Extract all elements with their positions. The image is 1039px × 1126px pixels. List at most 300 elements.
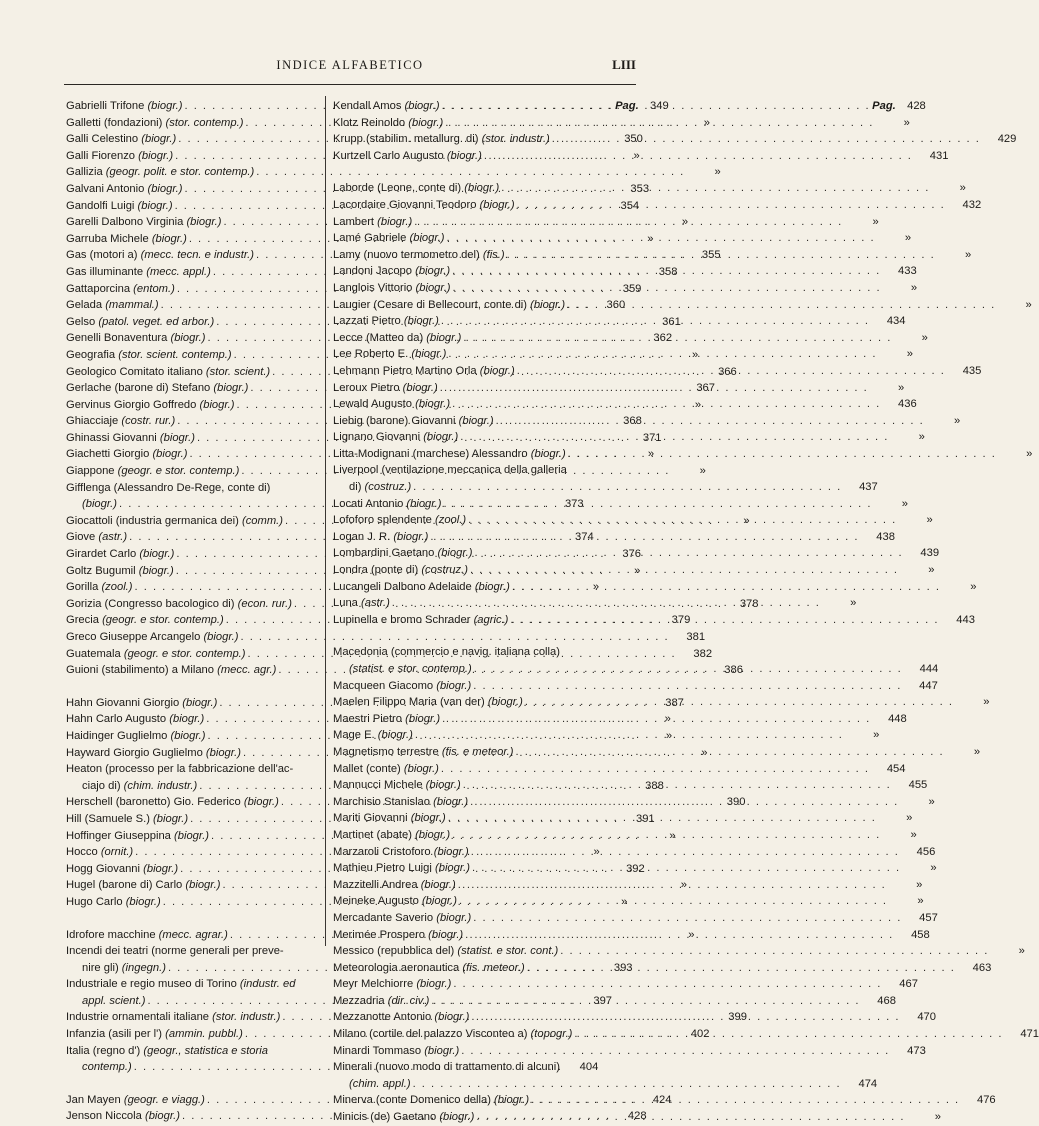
- entry-title: Gelada (mammal.): [66, 299, 159, 312]
- dot-leader: [447, 230, 876, 247]
- dot-leader: [474, 661, 903, 678]
- entry-subject-tag: (geogr. e stor. contemp.): [102, 614, 224, 627]
- entry-title: Geologico Comitato italiano (stor. scient.): [66, 365, 271, 378]
- dot-leader: [516, 744, 945, 761]
- entry-title: Heaton (processo per la fabbricazione dell'ac-: [66, 763, 294, 776]
- entry-page: 392: [626, 862, 645, 875]
- entry-subject-tag: (geogr., statistica e storia: [143, 1044, 268, 1057]
- entry-subject-tag: (costruz.): [421, 564, 468, 577]
- entry-page: 448: [888, 712, 907, 725]
- entry-subject-tag: (fis. meteor.): [462, 961, 525, 974]
- entry-subject-tag: (dir. civ.): [387, 994, 430, 1007]
- entry-page: 374: [575, 531, 594, 544]
- entry-page: »: [926, 514, 933, 527]
- entry-title: Laugier (Cesare di Bellecourt, conte di) (biogr.): [333, 298, 566, 311]
- entry-page: »: [983, 696, 990, 709]
- index-entry: [333, 562, 935, 579]
- index-entry: [333, 993, 896, 1010]
- index-entry: [333, 1059, 603, 1076]
- entry-page: 404: [579, 1061, 599, 1074]
- entry-title: [349, 1076, 411, 1093]
- entry-title: Girardet Carlo (biogr.): [66, 548, 175, 561]
- entry-page: 439: [920, 547, 940, 560]
- entry-page: 379: [671, 614, 691, 627]
- index-entry: [333, 148, 949, 165]
- entry-subject-tag: (stor. industr.): [212, 1011, 281, 1024]
- entry-title: Kurtzell Carlo Augusto (biogr.): [333, 149, 482, 162]
- entry-page: »: [1026, 447, 1033, 460]
- entry-page: »: [928, 795, 935, 808]
- dot-leader: [507, 247, 936, 264]
- entry-title: [349, 661, 472, 678]
- dot-leader: [430, 529, 859, 546]
- entry-page: 435: [962, 364, 982, 377]
- entry-page: »: [917, 895, 924, 908]
- entry-page: »: [930, 862, 937, 875]
- entry-title: Gerlache (barone di) Stefano (biogr.): [66, 382, 249, 395]
- index-entry: [333, 644, 603, 661]
- entry-subject-tag: (biogr.): [82, 498, 118, 511]
- entry-subject-tag: (biogr.): [424, 1044, 460, 1057]
- entry-page: »: [954, 414, 961, 427]
- entry-title: Lamy (nuovo termometro del) (fis.): [333, 248, 505, 261]
- entry-page: 463: [972, 961, 992, 974]
- index-entry: [333, 1076, 878, 1093]
- entry-subject-tag: (biogr.): [408, 116, 444, 129]
- dot-leader: [442, 98, 871, 115]
- entry-page: »: [647, 448, 655, 461]
- dot-leader: [453, 280, 882, 297]
- entry-page: »: [904, 232, 912, 245]
- dot-leader: [458, 877, 887, 894]
- entry-subject-tag: (entom.): [133, 282, 175, 295]
- entry-title: Mannucci Michele (biogr.): [333, 779, 461, 792]
- dot-leader: [484, 148, 913, 165]
- dot-leader: [475, 545, 904, 562]
- entry-page: 386: [724, 664, 743, 677]
- dot-leader: [527, 960, 956, 977]
- letter-group-gap: [333, 628, 603, 644]
- index-entry: [333, 761, 906, 778]
- dot-leader: [465, 927, 894, 944]
- entry-subject-tag: (biogr.): [182, 696, 218, 709]
- entry-title: Liebig (barone) Giovanni (biogr.): [333, 414, 494, 427]
- dot-leader: [525, 694, 954, 711]
- entry-title: Hogg Giovanni (biogr.): [66, 862, 179, 875]
- entry-page: »: [910, 281, 918, 294]
- entry-subject-tag: (mecc. appl.): [146, 265, 211, 278]
- dot-leader: [512, 579, 941, 596]
- dot-leader: [414, 214, 843, 231]
- entry-subject-tag: (biogr.): [434, 1011, 470, 1024]
- entry-subject-tag: (biogr.): [393, 530, 429, 543]
- dot-leader: [473, 910, 902, 927]
- entry-title: Mathieu Pietro Luigi (biogr.): [333, 862, 471, 875]
- entry-page: 436: [898, 398, 917, 411]
- entry-title: Hahn Carlo Augusto (biogr.): [66, 713, 205, 726]
- entry-title: Litta-Modignani (marchese) Alessandro (biogr.): [333, 447, 566, 460]
- entry-title: [82, 496, 117, 513]
- entry-page: »: [691, 348, 699, 361]
- entry-subject-tag: (biogr.): [403, 762, 439, 775]
- entry-page: 361: [662, 315, 681, 328]
- entry-page: 424: [652, 1093, 672, 1106]
- index-entry: [333, 512, 933, 529]
- entry-title: Lazzati Pietro (biogr.): [333, 315, 439, 328]
- entry-title: Londra (ponte di) (costruz.): [333, 564, 468, 577]
- entry-subject-tag: (biogr.): [186, 216, 222, 229]
- entry-subject-tag: (biogr.): [406, 497, 442, 510]
- dot-leader: [460, 429, 889, 446]
- entry-title: Mariti Giovanni (biogr.): [333, 812, 446, 825]
- dot-leader: [441, 761, 870, 778]
- dot-leader: [517, 197, 946, 214]
- entry-page: »: [934, 1111, 941, 1124]
- dot-leader: [448, 346, 877, 363]
- index-entry: [333, 496, 909, 513]
- entry-title: Gorizia (Congresso bacologico di) (econ. rur.): [66, 597, 292, 610]
- dot-leader: [452, 263, 881, 280]
- dot-leader: [443, 496, 872, 513]
- entry-title: Hoffinger Giuseppina (biogr.): [66, 829, 210, 842]
- entry-title: Mercadante Saverio (biogr.): [333, 911, 472, 924]
- dot-leader: [574, 1026, 1003, 1043]
- entry-page: »: [906, 812, 913, 825]
- dot-leader: [567, 297, 996, 314]
- entry-page: 350: [624, 133, 643, 146]
- entry-page: 447: [919, 679, 938, 692]
- entry-subject-tag: (biogr.): [439, 1111, 475, 1124]
- entry-page: »: [680, 879, 688, 892]
- entry-page: »: [633, 149, 640, 162]
- entry-title: Industriale e regio museo di Torino (industr. ed: [66, 978, 296, 991]
- entry-subject-tag: (biogr.): [436, 679, 472, 692]
- entry-page: »: [901, 497, 909, 510]
- dot-leader: [510, 612, 939, 629]
- entry-title: Lamé Gabriele (biogr.): [333, 232, 445, 245]
- index-entry: [333, 346, 913, 363]
- entry-page: 431: [929, 149, 949, 162]
- entry-page: 470: [917, 1011, 936, 1024]
- entry-subject-tag: (geogr. e viagg.): [123, 1093, 205, 1106]
- entry-title: Martinet (abate) (biogr.): [333, 828, 451, 841]
- entry-title: di) (costruz.): [349, 481, 412, 494]
- entry-title: Guatemala (geogr. e stor. contemp.): [66, 647, 246, 660]
- entry-title: Marchisio Stanislao (biogr.): [333, 795, 469, 808]
- entry-subject-tag: (biogr.): [494, 1094, 530, 1107]
- entry-title: Lambert (biogr.): [333, 215, 413, 228]
- entry-subject-tag: (patol. veget. ed arbor.): [98, 315, 215, 328]
- entry-title: Mezzanotte Antonio (biogr.): [333, 1011, 470, 1024]
- entry-title: Minardi Tommaso (biogr.): [333, 1044, 460, 1057]
- entry-subject-tag: (stor. contemp.): [165, 116, 244, 129]
- page-label: Pag.: [615, 100, 639, 112]
- entry-page: »: [898, 381, 905, 394]
- entry-page: »: [699, 465, 706, 478]
- dot-leader: [452, 396, 881, 413]
- entry-subject-tag: (ornit.): [100, 846, 134, 859]
- letter-group-gap: [66, 911, 336, 927]
- dot-leader: [463, 330, 892, 347]
- entry-page: »: [873, 729, 880, 742]
- entry-subject-tag: (ingegn.): [121, 961, 166, 974]
- dot-leader: [471, 1009, 900, 1026]
- entry-title: Garelli Dalbono Virginia (biogr.): [66, 216, 222, 229]
- entry-subject-tag: (biogr.): [404, 100, 440, 112]
- entry-subject-tag: (biogr.): [403, 315, 439, 328]
- entry-subject-tag: (biogr.): [137, 199, 173, 212]
- entry-page: 433: [898, 265, 917, 278]
- entry-page: 378: [739, 597, 759, 610]
- entry-title: Lecce (Matteo da) (biogr.): [333, 331, 462, 344]
- entry-page: »: [959, 182, 966, 195]
- entry-subject-tag: (geogr. e stor. contemp.): [117, 465, 240, 478]
- entry-title: Gas (motori a) (mecc. tecn. e industr.): [66, 249, 254, 262]
- dot-leader: [470, 794, 899, 811]
- entry-subject-tag: (stor. scient.): [205, 365, 271, 378]
- index-entry: [333, 230, 912, 247]
- dot-leader: [552, 131, 981, 148]
- entry-title: Giove (astr.): [66, 531, 128, 544]
- entry-subject-tag: (biogr.): [487, 696, 523, 709]
- entry-page: 362: [653, 332, 673, 345]
- entry-title: Hahn Giovanni Giorgio (biogr.): [66, 696, 218, 709]
- dot-leader: [459, 893, 888, 910]
- entry-page: »: [701, 746, 708, 759]
- entry-page: 402: [690, 1028, 710, 1041]
- entry-page: 429: [997, 133, 1017, 146]
- entry-page: 382: [693, 647, 713, 660]
- entry-page: 458: [911, 928, 930, 941]
- entry-title: Mallet (conte) (biogr.): [333, 762, 439, 775]
- dot-leader: [468, 512, 897, 529]
- entry-subject-tag: (biogr.): [433, 795, 469, 808]
- entry-subject-tag: (zool.): [435, 514, 467, 527]
- entry-subject-tag: (agric.): [473, 613, 509, 626]
- entry-title: Mezzadria (dir. civ.): [333, 994, 430, 1007]
- entry-subject-tag: (biogr.): [410, 812, 446, 825]
- entry-title: Gelso (patol. veget. ed arbor.): [66, 315, 215, 328]
- entry-subject-tag: (biogr.): [402, 381, 438, 394]
- index-entry: [333, 115, 910, 132]
- index-entry: [333, 727, 880, 744]
- entry-title: Gifflenga (Alessandro De-Rege, conte di): [66, 481, 271, 494]
- dot-leader: [560, 943, 989, 960]
- entry-title: Lucangeli Dalbono Adelaide (biogr.): [333, 580, 510, 593]
- entry-page: 376: [622, 548, 641, 561]
- entry-title: Lupinella e bromo Schrader (agric.): [333, 613, 509, 626]
- running-title: INDICE ALFABETICO: [276, 58, 424, 72]
- entry-subject-tag: (astr.): [361, 597, 390, 610]
- entry-title: Ghinassi Giovanni (biogr.): [66, 431, 195, 444]
- entry-subject-tag: (statist. e stor. cont.): [457, 945, 559, 958]
- entry-title: Galli Celestino (biogr.): [66, 133, 177, 146]
- entry-subject-tag: (biogr.): [420, 878, 456, 891]
- entry-title: Maelen Filippo Maria (van der) (biogr.): [333, 696, 523, 709]
- entry-title: Galletti (fondazioni) (stor. contemp.): [66, 116, 244, 129]
- dot-leader: [392, 595, 821, 612]
- dot-leader: [413, 1076, 842, 1093]
- index-entry: [333, 893, 924, 910]
- entry-title: Italia (regno d') (geogr., statistica e storia: [66, 1044, 268, 1057]
- entry-title: Lacordaire Giovanni Teodoro (biogr.): [333, 198, 515, 211]
- entry-title: Galvani Antonio (biogr.): [66, 182, 183, 195]
- entry-page: »: [703, 116, 710, 129]
- entry-subject-tag: (biogr.): [147, 100, 183, 112]
- entry-title: Giappone (geogr. e stor. contemp.): [66, 465, 240, 478]
- entry-page: »: [970, 580, 977, 593]
- entry-subject-tag: (mecc. agr.): [217, 664, 277, 677]
- entry-subject-tag: (biogr.): [446, 149, 482, 162]
- index-entry: [66, 1043, 336, 1060]
- entry-page: 444: [919, 663, 939, 675]
- index-entry: [333, 529, 895, 546]
- entry-title: Jenson Niccola (biogr.): [66, 1110, 181, 1123]
- entry-title: Grecia (geogr. e stor. contemp.): [66, 614, 224, 627]
- entry-page: 387: [665, 696, 684, 709]
- dot-leader: [431, 993, 860, 1010]
- index-entry: [333, 927, 930, 944]
- letter-group-gap: [333, 164, 603, 180]
- entry-page: »: [906, 348, 913, 361]
- entry-page: 473: [907, 1044, 926, 1057]
- dot-leader: [470, 562, 899, 579]
- page-label: Pag.: [872, 100, 896, 112]
- entry-page: »: [973, 745, 981, 758]
- index-entry: [66, 943, 336, 960]
- entry-title: Industrie ornamentali italiane (stor. industr.): [66, 1011, 281, 1024]
- entry-subject-tag: (biogr.): [411, 348, 447, 361]
- entry-title: Lombardini Gaetano (biogr.): [333, 547, 473, 560]
- entry-title: Leroux Pietro (biogr.): [333, 381, 438, 394]
- entry-page: »: [665, 729, 673, 742]
- entry-subject-tag: (biogr.): [151, 232, 187, 245]
- dot-leader: [442, 711, 871, 728]
- entry-page: »: [916, 878, 923, 891]
- page-header: [64, 54, 636, 76]
- entry-subject-tag: (geogr. e stor. contemp.): [123, 647, 246, 660]
- dot-leader: [531, 1092, 960, 1109]
- entry-page: 355: [701, 249, 721, 262]
- entry-subject-tag: (biogr.): [144, 1110, 181, 1123]
- entry-page: »: [634, 564, 641, 577]
- entry-title: Luna (astr.): [333, 597, 390, 610]
- entry-page: 391: [635, 812, 655, 825]
- entry-title: Hocco (ornit.): [66, 846, 134, 859]
- dot-leader: [496, 413, 925, 430]
- entry-title: Geografia (stor. scient. contemp.): [66, 348, 232, 361]
- entry-subject-tag: (biogr.): [143, 862, 179, 875]
- entry-title: Galli Fiorenzo (biogr.): [66, 149, 174, 162]
- entry-title: Idrofore macchine (mecc. agrar.): [66, 928, 228, 941]
- index-entry: [333, 1043, 926, 1060]
- entry-page: »: [592, 581, 600, 594]
- entry-title: Kendall Amos (biogr.): [333, 100, 440, 112]
- entry-title: Meyr Melchiorre (biogr.): [333, 978, 452, 991]
- dot-leader: [448, 810, 877, 827]
- entry-page: 353: [630, 182, 650, 195]
- dot-leader: [461, 1043, 890, 1060]
- entry-title: Infanzia (asili per l') (ammin. pubbl.): [66, 1028, 243, 1041]
- index-entry: [333, 877, 923, 894]
- entry-subject-tag: (biogr.): [125, 895, 161, 908]
- entry-title: Lehmann Pietro Martino Orla (biogr.): [333, 364, 515, 377]
- entry-subject-tag: (statist. e stor. contemp.): [349, 663, 472, 675]
- entry-page: 428: [627, 1110, 647, 1123]
- entry-page: »: [1018, 945, 1025, 958]
- entry-subject-tag: (biogr.): [421, 895, 457, 908]
- entry-subject-tag: (biogr.): [170, 729, 206, 742]
- entry-subject-tag: (biogr.): [425, 779, 461, 792]
- entry-subject-tag: (biogr.): [377, 729, 413, 742]
- entry-subject-tag: (biogr.): [435, 862, 471, 875]
- entry-page: 358: [658, 265, 678, 278]
- entry-title: Gorilla (zool.): [66, 581, 133, 594]
- dot-leader: [441, 313, 870, 330]
- entry-subject-tag: (biogr.): [530, 298, 566, 311]
- dot-leader: [415, 727, 844, 744]
- entry-page: »: [669, 829, 676, 842]
- index-entry: [66, 761, 336, 778]
- entry-title: nire gli) (ingegn.): [82, 961, 166, 974]
- entry-subject-tag: (biogr.): [205, 746, 241, 759]
- entry-subject-tag: (stor. industr.): [481, 133, 550, 146]
- entry-subject-tag: appl. scient.): [82, 994, 146, 1007]
- entry-page: 443: [956, 613, 975, 626]
- entry-page: 390: [726, 796, 746, 809]
- entry-subject-tag: (biogr.): [141, 133, 177, 146]
- entry-page: 368: [623, 415, 642, 428]
- entry-title: [82, 1059, 132, 1076]
- entry-title: Jan Mayen (geogr. e viagg.): [66, 1093, 205, 1106]
- entry-page: 371: [642, 431, 662, 444]
- entry-page: »: [714, 166, 721, 179]
- dot-leader: [413, 479, 842, 496]
- entry-page: 454: [886, 762, 906, 775]
- entry-page: 457: [919, 911, 938, 924]
- entry-page: »: [621, 895, 628, 908]
- dot-leader: [452, 827, 881, 844]
- index-entry: [333, 579, 977, 596]
- entry-subject-tag: (biogr.): [169, 713, 205, 726]
- dot-leader: [471, 844, 900, 861]
- entry-page: »: [910, 828, 917, 841]
- index-entry: [66, 976, 336, 993]
- dot-leader: [453, 976, 882, 993]
- entry-subject-tag: (biogr.): [437, 547, 473, 560]
- entry-title: Logan J. R. (biogr.): [333, 530, 429, 543]
- entry-subject-tag: (biogr.): [436, 911, 472, 924]
- entry-title: Haidinger Guglielmo (biogr.): [66, 729, 206, 742]
- entry-page: »: [1025, 298, 1032, 311]
- entry-subject-tag: (comm.): [241, 514, 283, 527]
- entry-title: Hugel (barone di) Carlo (biogr.): [66, 879, 221, 892]
- entry-title: Maestri Pietro (biogr.): [333, 712, 441, 725]
- entry-title: Krupp (stabilim. metallurg. di) (stor. industr.): [333, 133, 550, 146]
- entry-page: 359: [622, 282, 642, 295]
- entry-title: Guioni (stabilimento) a Milano (mecc. agr.): [66, 664, 277, 677]
- entry-page: »: [872, 215, 879, 228]
- entry-subject-tag: (biogr.): [458, 414, 494, 427]
- entry-page: 467: [899, 978, 918, 991]
- entry-page: »: [918, 431, 925, 444]
- entry-subject-tag: (mecc. agrar.): [158, 928, 228, 941]
- entry-page: 471: [1020, 1028, 1039, 1041]
- entry-title: Liverpool (ventilazione meccanica della galleria: [333, 464, 567, 477]
- entry-title: Gabrielli Trifone (biogr.): [66, 100, 183, 112]
- index-entry: [66, 480, 336, 497]
- entry-title: Herschell (baronetto) Gio. Federico (biogr.): [66, 796, 279, 809]
